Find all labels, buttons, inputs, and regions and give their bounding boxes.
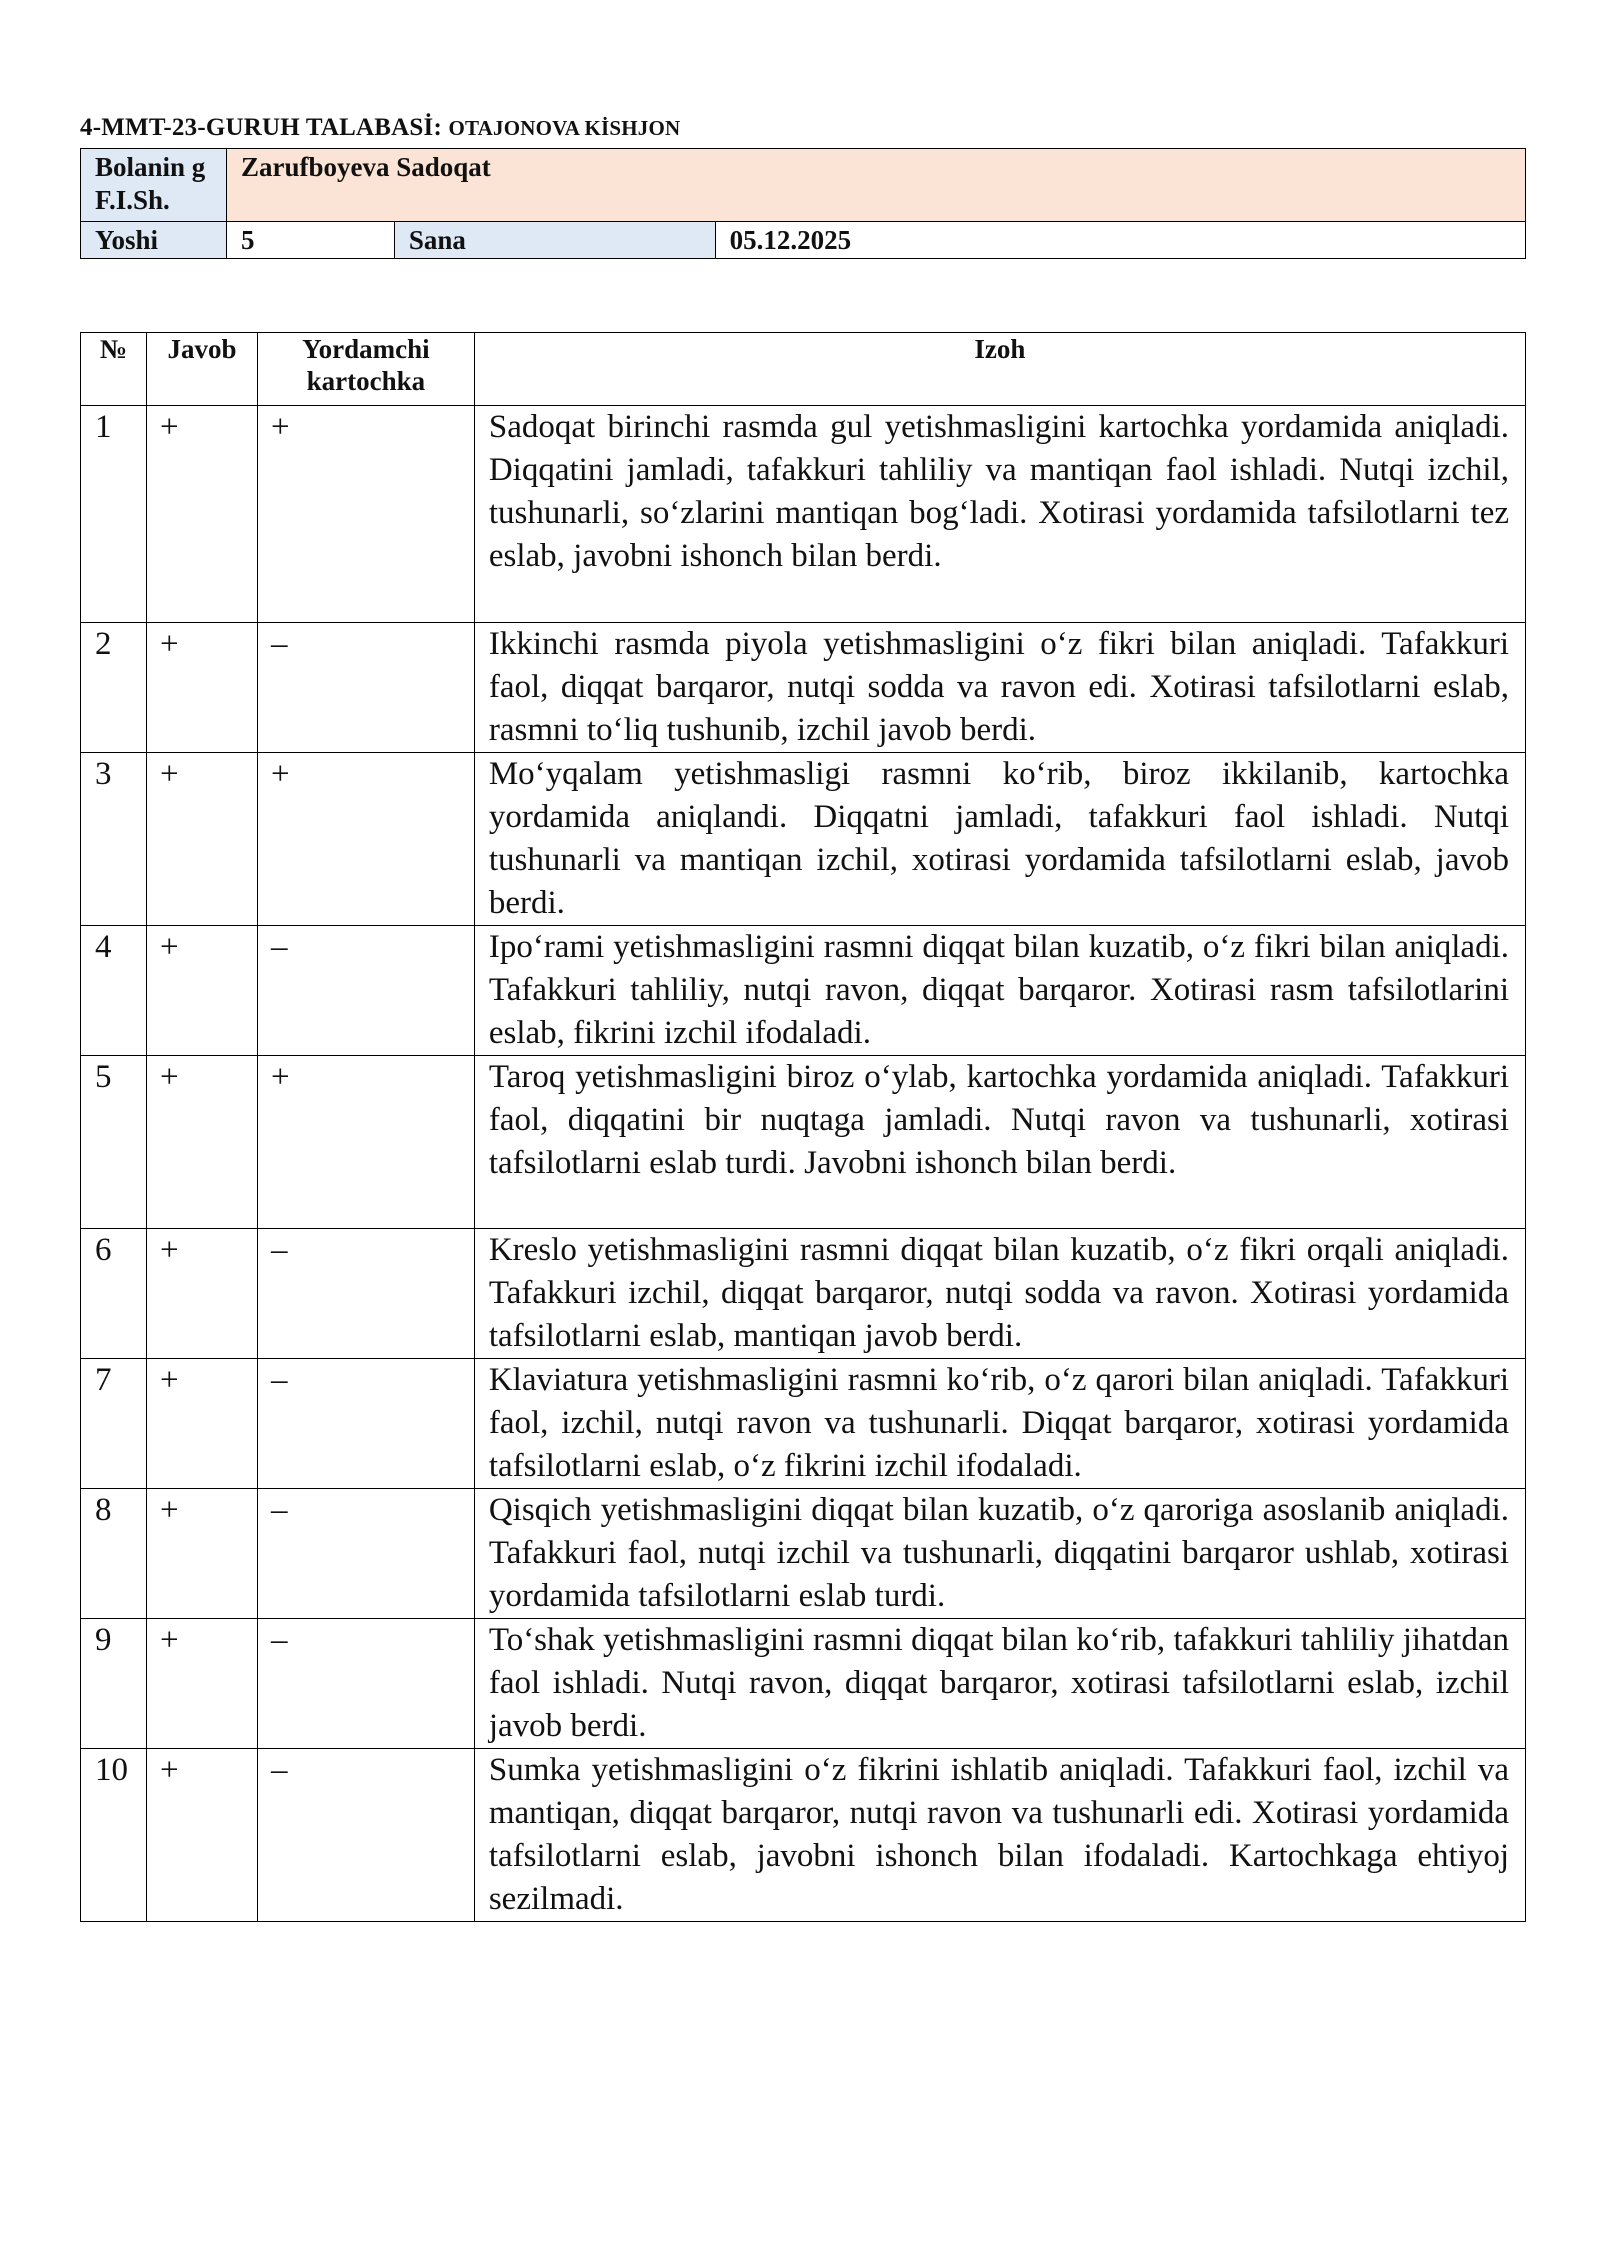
row-javob: + bbox=[146, 623, 257, 753]
row-izoh: Sumka yetishmasligini o‘z fikrini ishlatib aniqladi. Tafakkuri faol, izchil va mantiqan, diqqat barqaror, nutqi ravon va tushunarli edi. Xotirasi yordamida tafsilotlarni eslab, javobni ishonch bilan ifodaladi. Kartochkaga ehtiyoj sezilmadi. bbox=[474, 1749, 1525, 1922]
age-label-cell bbox=[81, 222, 227, 259]
age-label: Yoshi bbox=[95, 225, 159, 255]
row-javob: + bbox=[146, 1359, 257, 1489]
row-kartochka: – bbox=[257, 1229, 474, 1359]
date-value-cell bbox=[715, 222, 1525, 259]
row-javob: + bbox=[146, 1229, 257, 1359]
row-izoh: Ikkinchi rasmda piyola yetishmasligini o‘z fikri bilan aniqladi. Tafakkuri faol, diqqat barqaror, nutqi sodda va ravon edi. Xotirasi tafsilotlarni eslab, rasmni to‘liq tushunib, izchil javob berdi. bbox=[474, 623, 1525, 753]
row-number: 1 bbox=[81, 406, 147, 623]
date-label: Sana bbox=[408, 225, 466, 255]
header-izoh: Izoh bbox=[474, 333, 1525, 406]
table-row bbox=[81, 1489, 1526, 1619]
table-row bbox=[81, 926, 1526, 1056]
row-izoh: Klaviatura yetishmasligini rasmni ko‘rib, o‘z qarori bilan aniqladi. Tafakkuri faol, izchil, nutqi ravon va tushunarli. Diqqat barqaror, xotirasi yordamida tafsilotlarni eslab, o‘z fikrini izchil ifodaladi. bbox=[474, 1359, 1525, 1489]
header-javob: Javob bbox=[146, 333, 257, 406]
assessment-table bbox=[80, 332, 1526, 1922]
table-header-row bbox=[81, 333, 1526, 406]
age-value: 5 bbox=[240, 225, 255, 255]
row-number: 2 bbox=[81, 623, 147, 753]
row-javob: + bbox=[146, 1619, 257, 1749]
table-row bbox=[81, 1359, 1526, 1489]
row-kartochka: – bbox=[257, 1489, 474, 1619]
row-kartochka: – bbox=[257, 623, 474, 753]
row-javob: + bbox=[146, 926, 257, 1056]
student-name: OTAJONOVA KİSHJON bbox=[448, 116, 681, 140]
row-kartochka: + bbox=[257, 406, 474, 623]
name-label-cell bbox=[81, 149, 227, 222]
row-izoh: Ipo‘rami yetishmasligini rasmni diqqat bilan kuzatib, o‘z fikri bilan aniqladi. Tafakkuri tahliliy, nutqi ravon, diqqat barqaror. Xotirasi rasm tafsilotlarini eslab, fikrini izchil ifodaladi. bbox=[474, 926, 1525, 1056]
row-number: 4 bbox=[81, 926, 147, 1056]
table-row bbox=[81, 1056, 1526, 1229]
row-number: 5 bbox=[81, 1056, 147, 1229]
row-number: 9 bbox=[81, 1619, 147, 1749]
table-row bbox=[81, 406, 1526, 623]
name-label: Bolanin g F.I.Sh. bbox=[95, 152, 206, 215]
date-value: 05.12.2025 bbox=[729, 225, 852, 255]
row-number: 8 bbox=[81, 1489, 147, 1619]
row-javob: + bbox=[146, 1749, 257, 1922]
date-label-cell bbox=[394, 222, 715, 259]
table-row bbox=[81, 753, 1526, 926]
name-value: Zarufboyeva Sadoqat bbox=[240, 152, 491, 182]
row-number: 7 bbox=[81, 1359, 147, 1489]
row-number: 6 bbox=[81, 1229, 147, 1359]
row-kartochka: – bbox=[257, 1359, 474, 1489]
row-number: 3 bbox=[81, 753, 147, 926]
row-javob: + bbox=[146, 1056, 257, 1229]
row-kartochka: – bbox=[257, 1749, 474, 1922]
row-javob: + bbox=[146, 406, 257, 623]
row-izoh: Qisqich yetishmasligini diqqat bilan kuzatib, o‘z qaroriga asoslanib aniqladi. Tafakkuri faol, nutqi izchil va tushunarli, diqqatini barqaror ushlab, xotirasi yordamida tafsilotlarni eslab turdi. bbox=[474, 1489, 1525, 1619]
row-izoh: Sadoqat birinchi rasmda gul yetishmasligini kartochka yordamida aniqladi. Diqqatini jamladi, tafakkuri tahliliy va mantiqan faol ishladi. Nutqi izchil, tushunarli, so‘zlarini mantiqan bog‘ladi. Xotirasi yordamida tafsilotlarni tez eslab, javobni ishonch bilan berdi. bbox=[474, 406, 1525, 623]
child-info-table bbox=[80, 148, 1526, 259]
age-date-row bbox=[81, 222, 1526, 259]
row-number: 10 bbox=[81, 1749, 147, 1922]
row-javob: + bbox=[146, 1489, 257, 1619]
name-value-cell bbox=[226, 149, 1525, 222]
name-row bbox=[81, 149, 1526, 222]
table-row bbox=[81, 1229, 1526, 1359]
row-kartochka: + bbox=[257, 753, 474, 926]
table-row bbox=[81, 623, 1526, 753]
document-title bbox=[80, 114, 680, 142]
row-javob: + bbox=[146, 753, 257, 926]
header-number: № bbox=[81, 333, 147, 406]
title-prefix: 4-MMT-23-GURUH TALABASİ: bbox=[80, 114, 449, 141]
row-izoh: Kreslo yetishmasligini rasmni diqqat bilan kuzatib, o‘z fikri orqali aniqladi. Tafakkuri izchil, diqqat barqaror, nutqi sodda va ravon. Xotirasi yordamida tafsilotlarni eslab, mantiqan javob berdi. bbox=[474, 1229, 1525, 1359]
row-izoh: To‘shak yetishmasligini rasmni diqqat bilan ko‘rib, tafakkuri tahliliy jihatdan faol ishladi. Nutqi ravon, diqqat barqaror, xotirasi tafsilotlarni eslab, izchil javob berdi. bbox=[474, 1619, 1525, 1749]
row-kartochka: – bbox=[257, 1619, 474, 1749]
row-kartochka: + bbox=[257, 1056, 474, 1229]
row-izoh: Mo‘yqalam yetishmasligi rasmni ko‘rib, biroz ikkilanib, kartochka yordamida aniqlandi. Diqqatni jamladi, tafakkuri faol ishladi. Nutqi tushunarli va mantiqan izchil, xotirasi yordamida tafsilotlarni eslab, javob berdi. bbox=[474, 753, 1525, 926]
age-value-cell bbox=[226, 222, 394, 259]
row-kartochka: – bbox=[257, 926, 474, 1056]
table-row bbox=[81, 1749, 1526, 1922]
row-izoh: Taroq yetishmasligini biroz o‘ylab, kartochka yordamida aniqladi. Tafakkuri faol, diqqatini bir nuqtaga jamladi. Nutqi ravon va tushunarli, xotirasi tafsilotlarni eslab turdi. Javobni ishonch bilan berdi. bbox=[474, 1056, 1525, 1229]
header-kartochka: Yordamchi kartochka bbox=[257, 333, 474, 406]
table-row bbox=[81, 1619, 1526, 1749]
